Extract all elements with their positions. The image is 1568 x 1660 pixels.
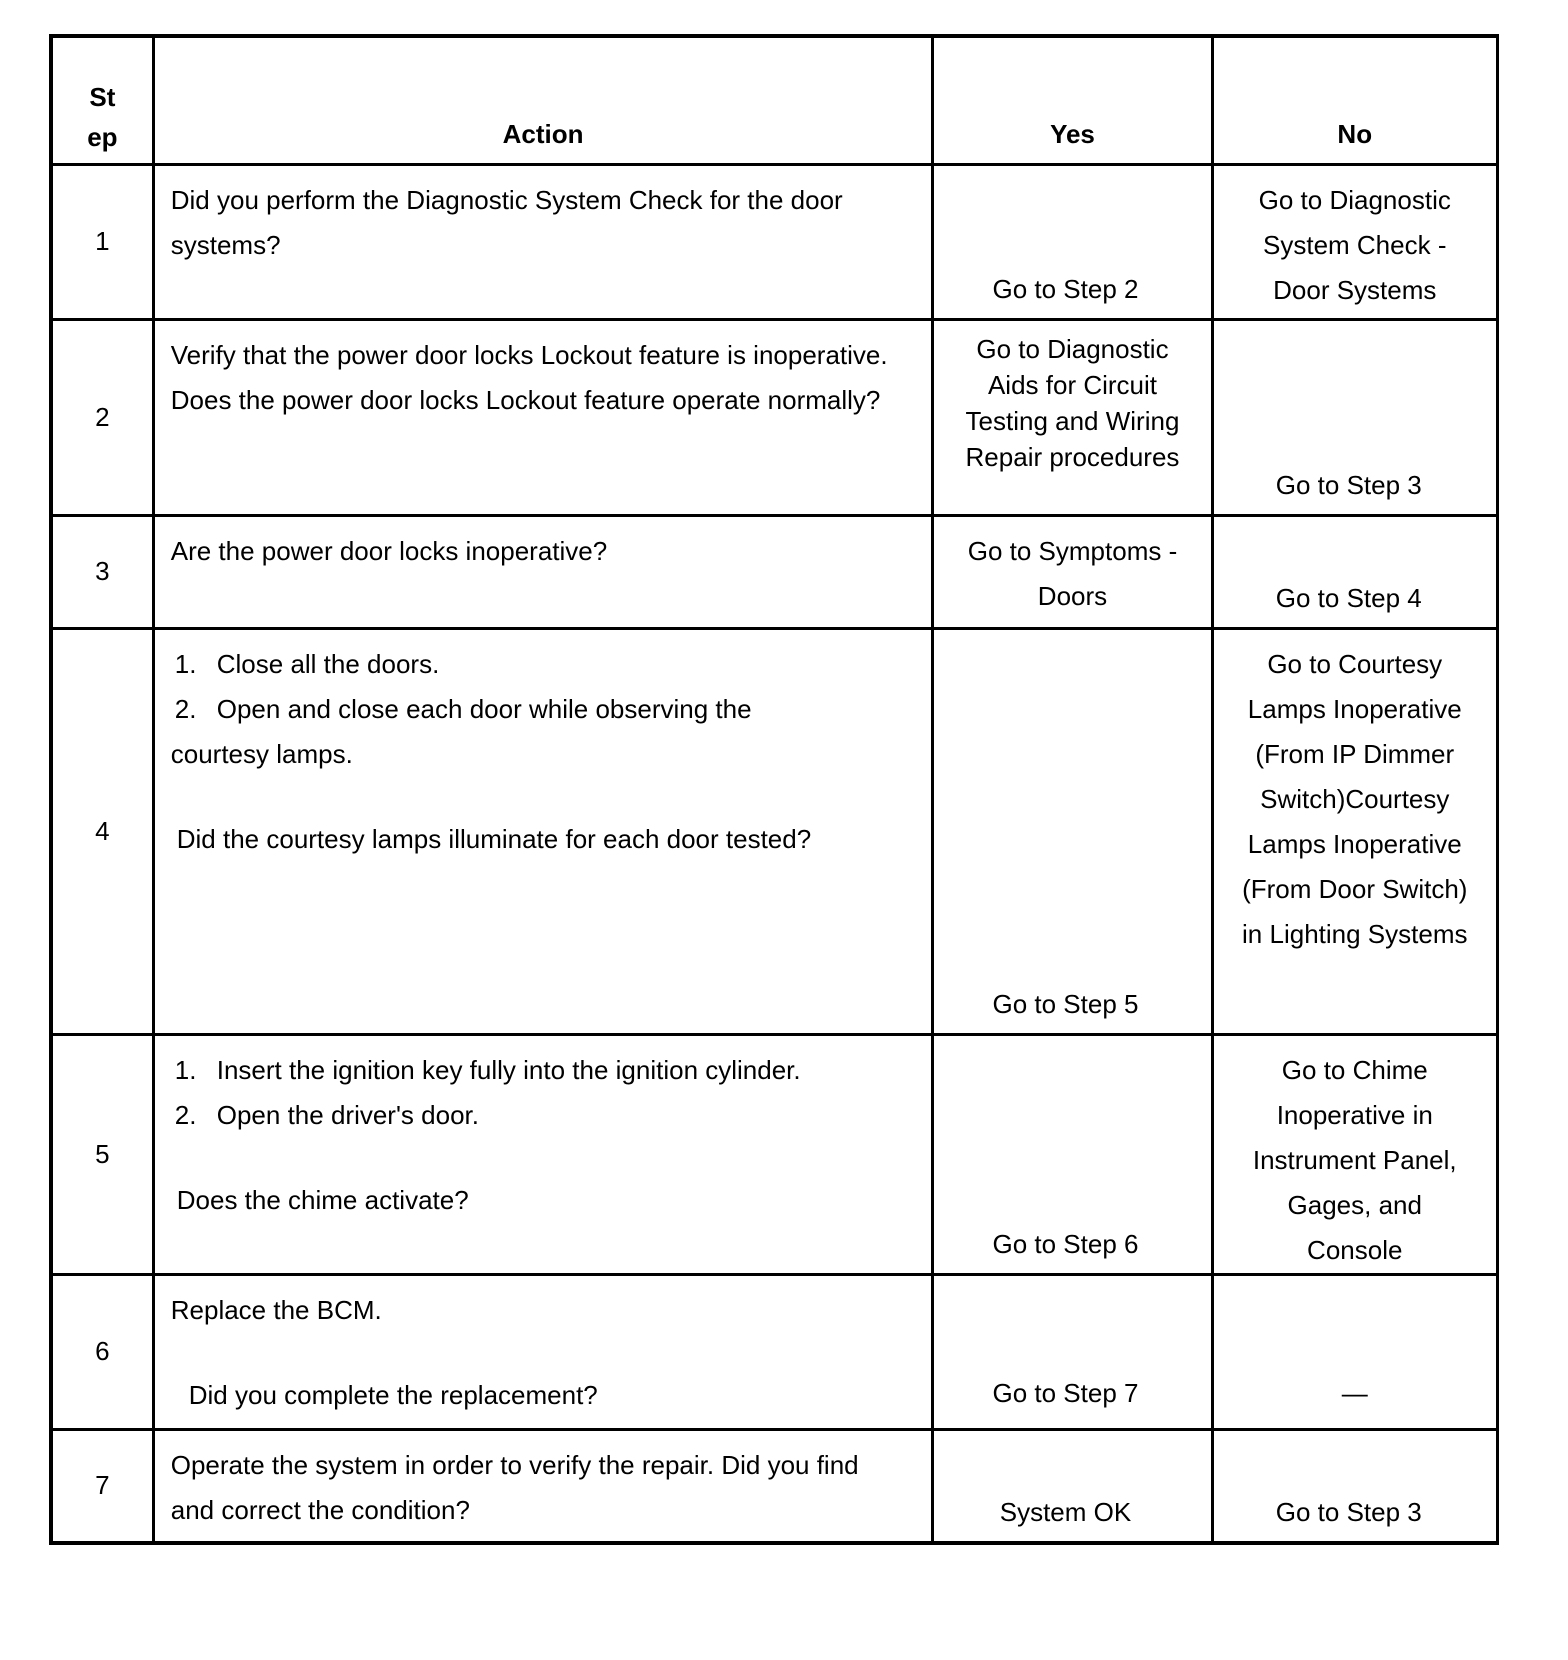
table-row: [51, 319, 1498, 515]
action-cell: [153, 1429, 933, 1543]
action-cell: [153, 164, 933, 319]
action-cell: [153, 515, 933, 628]
list-number: 2.: [174, 693, 197, 724]
table-row: [51, 1429, 1498, 1543]
no-text: Go to Step 3: [1275, 1496, 1422, 1527]
yes-text: Go to Step 7: [992, 1377, 1139, 1408]
table-row: [51, 164, 1498, 319]
yes-cell: [933, 319, 1212, 515]
yes-text: System OK: [999, 1496, 1132, 1527]
no-cell: [1212, 164, 1497, 319]
yes-text: Go to Step 6: [992, 1228, 1139, 1259]
header-step: [51, 36, 153, 164]
no-text: Go to Chime Inoperative in Instrument Panel, Gages, and Console: [1252, 1054, 1457, 1265]
list-item: [171, 1093, 922, 1138]
list-text: Close all the doors.: [216, 648, 440, 679]
diagnostic-table: [49, 34, 1499, 1545]
no-text: Go to Step 4: [1275, 582, 1422, 613]
header-row: [51, 36, 1498, 164]
no-cell: [1212, 1274, 1497, 1429]
step-number: 4: [51, 628, 153, 1034]
header-no: No: [1212, 36, 1497, 164]
yes-cell: [933, 164, 1212, 319]
step-number: 5: [51, 1034, 153, 1274]
no-text: Go to Courtesy Lamps Inoperative (From IP Dimmer Switch)Courtesy Lamps Inoperative (From Door Switch) in Lighting Systems: [1242, 648, 1468, 949]
no-cell: [1212, 319, 1497, 515]
action-text: Did you perform the Diagnostic System Check for the door systems?: [170, 184, 843, 260]
header-step-line2: ep: [87, 121, 118, 152]
list-item: [171, 642, 922, 687]
header-yes: Yes: [933, 36, 1212, 164]
action-cell: [153, 628, 933, 1034]
step-number: 6: [51, 1274, 153, 1429]
yes-cell: [933, 1274, 1212, 1429]
header-action: Action: [153, 36, 933, 164]
no-cell: [1212, 1034, 1497, 1274]
list-text: Insert the ignition key fully into the ignition cylinder.: [216, 1054, 801, 1085]
no-text: —: [1341, 1377, 1368, 1408]
question-text: Does the chime activate?: [176, 1184, 469, 1215]
yes-text: Go to Step 2: [992, 273, 1139, 304]
yes-cell: [933, 1429, 1212, 1543]
table-row: [51, 628, 1498, 1034]
header-step-line1: St: [89, 81, 116, 112]
yes-text: Go to Diagnostic Aids for Circuit Testing and Wiring Repair procedures: [965, 333, 1180, 472]
yes-cell: [933, 628, 1212, 1034]
yes-text: Go to Step 5: [992, 988, 1139, 1019]
list-item: [171, 1048, 922, 1093]
list-number: 2.: [174, 1099, 197, 1130]
table-row: [51, 1274, 1498, 1429]
no-text: Go to Step 3: [1275, 469, 1422, 500]
list-text: Open and close each door while observing the: [216, 693, 752, 724]
yes-cell: [933, 1034, 1212, 1274]
step-number: 7: [51, 1429, 153, 1543]
question-text: Did you complete the replacement?: [188, 1379, 598, 1410]
step-number: 2: [51, 319, 153, 515]
action-cell: [153, 1034, 933, 1274]
step-number: 1: [51, 164, 153, 319]
no-cell: [1212, 1429, 1497, 1543]
table-row: [51, 1034, 1498, 1274]
no-cell: [1212, 515, 1497, 628]
action-text: Replace the BCM.: [170, 1294, 382, 1325]
no-cell: [1212, 628, 1497, 1034]
question-text: Did the courtesy lamps illuminate for each door tested?: [176, 823, 812, 854]
action-cell: [153, 1274, 933, 1429]
list-item: [171, 687, 922, 732]
action-cell: [153, 319, 933, 515]
no-text: Go to Diagnostic System Check - Door Systems: [1258, 184, 1451, 305]
list-number: 1.: [174, 1054, 197, 1085]
yes-text: Go to Symptoms - Doors: [967, 535, 1178, 611]
list-text: Open the driver's door.: [216, 1099, 479, 1130]
table-row: [51, 515, 1498, 628]
list-number: 1.: [174, 648, 197, 679]
yes-cell: [933, 515, 1212, 628]
step-number: 3: [51, 515, 153, 628]
action-text: Verify that the power door locks Lockout feature is inoperative. Does the power door locks Lockout feature operate normally?: [170, 339, 888, 415]
list-continuation: courtesy lamps.: [170, 738, 353, 769]
action-text: Operate the system in order to verify the repair. Did you find and correct the condition?: [170, 1449, 859, 1525]
action-text: Are the power door locks inoperative?: [170, 535, 608, 566]
